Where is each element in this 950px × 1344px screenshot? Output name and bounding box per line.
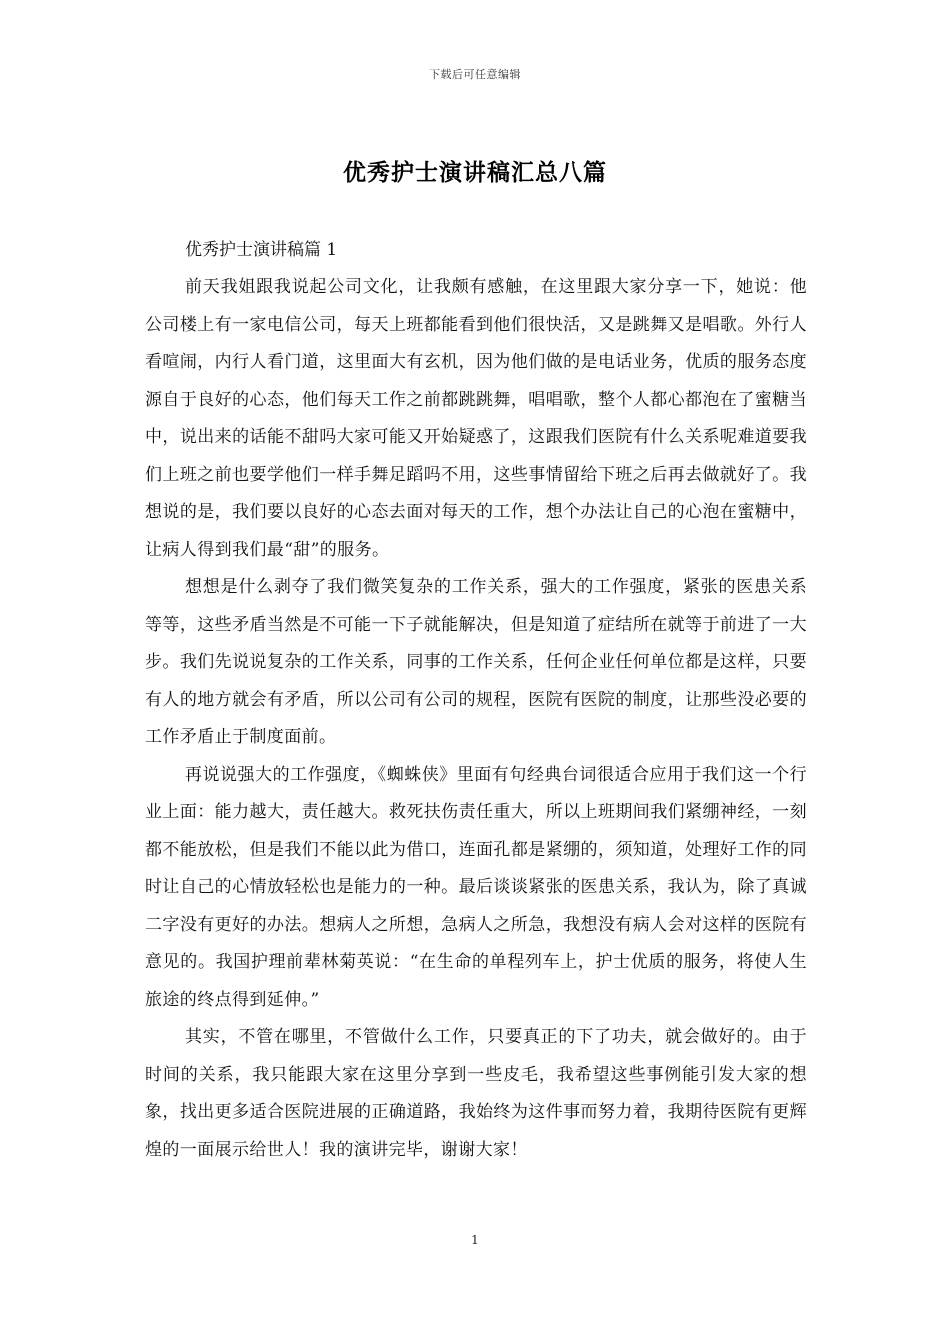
paragraph-4: 其实，不管在哪里，不管做什么工作，只要真正的下了功夫，就会做好的。由于时间的关系，我只能跟大家在这里分享到一些皮毛，我希望这些事例能引发大家的想象，找出更多适合医院进展的正确道路，我始终为这件事而努力着，我期待医院有更辉煌的一面展示给世人！我的演讲完毕，谢谢大家！ [145, 1027, 807, 1160]
paragraph-1: 前天我姐跟我说起公司文化，让我颇有感触，在这里跟大家分享一下，她说：他公司楼上有一家电信公司，每天上班都能看到他们很快活，又是跳舞又是唱歌。外行人看喧闹，内行人看门道，这里面大有玄机，因为他们做的是电话业务，优质的服务态度源自于良好的心态，他们每天工作之前都跳跳舞，唱唱歌，整个人都心都泡在了蜜糖当中，说出来的话能不甜吗大家可能又开始疑惑了，这跟我们医院有什么关系呢难道要我们上班之前也要学他们一样手舞足蹈吗不用，这些事情留给下班之后再去做就好了。我想说的是，我们要以良好的心态去面对每天的工作，想个办法让自己的心泡在蜜糖中，让病人得到我们最“甜”的服务。 [145, 277, 807, 560]
paragraph-3: 再说说强大的工作强度，《蜘蛛侠》里面有句经典台词很适合应用于我们这一个行业上面：能力越大，责任越大。救死扶伤责任重大，所以上班期间我们紧绷神经，一刻都不能放松，但是我们不能以此为借口，连面孔都是紧绷的，须知道，处理好工作的同时让自己的心情放轻松也是能力的一种。最后谈谈紧张的医患关系，我认为，除了真诚二字没有更好的办法。想病人之所想，急病人之所急，我想没有病人会对这样的医院有意见的。我国护理前辈林菊英说：“在生命的单程列车上，护士优质的服务，将使人生旅途的终点得到延伸。” [145, 764, 807, 1010]
document-title: 优秀护士演讲稿汇总八篇 [343, 159, 607, 186]
document-body [145, 232, 807, 1169]
paragraph-2: 想想是什么剥夺了我们微笑复杂的工作关系，强大的工作强度，紧张的医患关系等等，这些矛盾当然是不可能一下子就能解决，但是知道了症结所在就等于前进了一大步。我们先说说复杂的工作关系，同事的工作关系，任何企业任何单位都是这样，只要有人的地方就会有矛盾，所以公司有公司的规程，医院有医院的制度，让那些没必要的工作矛盾止于制度面前。 [145, 577, 807, 747]
page-number: 1 [471, 1233, 479, 1247]
section-heading: 优秀护士演讲稿篇 1 [185, 240, 338, 260]
header-note: 下载后可任意编辑 [429, 68, 521, 81]
